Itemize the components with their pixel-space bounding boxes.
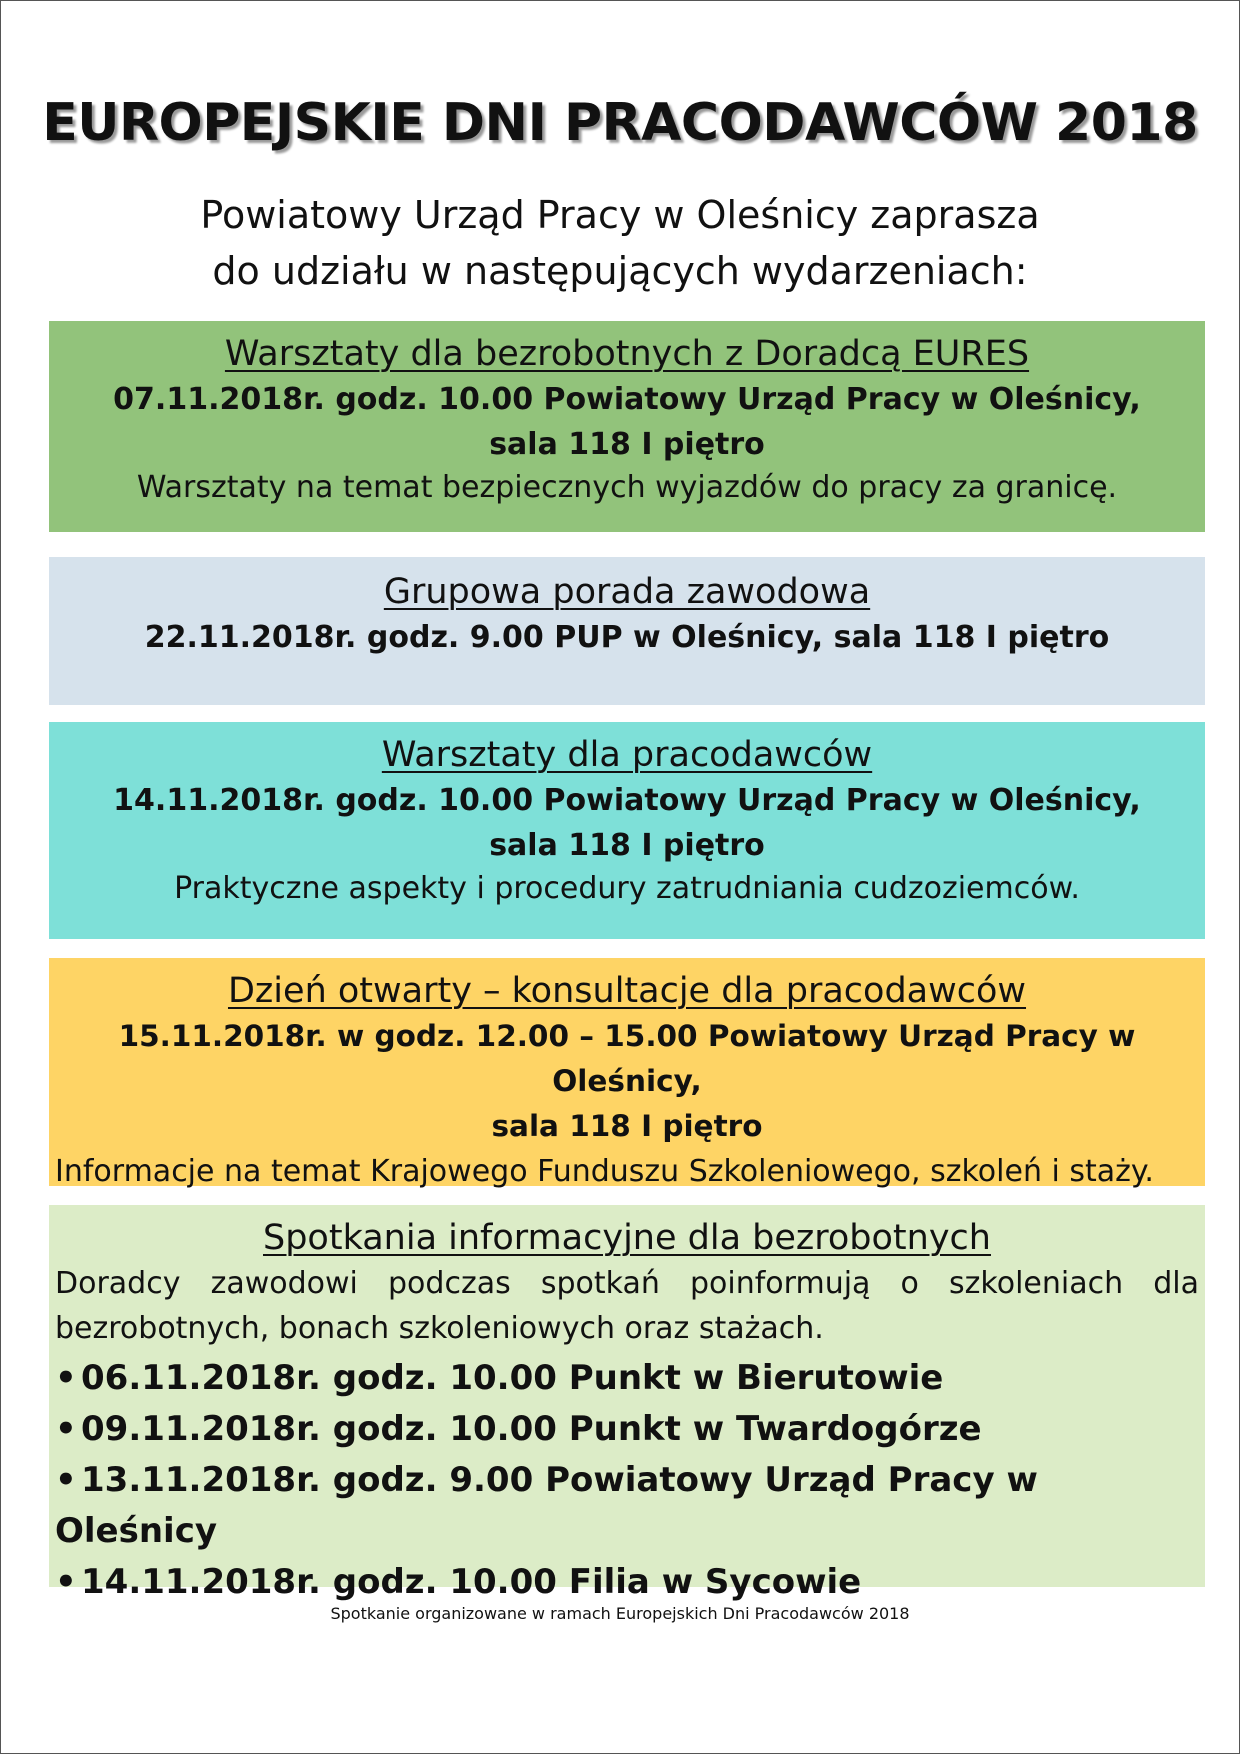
list-item	[55, 1455, 1199, 1557]
footer-note: Spotkanie organizowane w ramach Europejskich Dni Pracodawców 2018	[330, 1604, 910, 1623]
event-title: Warsztaty dla bezrobotnych z Doradcą EURES	[224, 334, 1030, 374]
poster-title: EUROPEJSKIE DNI PRACODAWCÓW 2018	[42, 93, 1198, 153]
event-room: sala 118 I piętro	[491, 1109, 763, 1143]
event-eures-workshop	[49, 321, 1205, 532]
meeting-list	[49, 1353, 1205, 1608]
meeting-item-text: 14.11.2018r. godz. 10.00 Filia w Sycowie	[81, 1562, 862, 1602]
event-date-location: 14.11.2018r. godz. 10.00 Powiatowy Urząd Pracy w Oleśnicy,	[113, 783, 1141, 818]
event-title: Grupowa porada zawodowa	[383, 572, 871, 612]
event-title: Warsztaty dla pracodawców	[381, 735, 873, 775]
event-description: Praktyczne aspekty i procedury zatrudniania cudzoziemców.	[174, 871, 1080, 906]
list-item	[55, 1557, 1199, 1608]
event-date-location: 15.11.2018r. w godz. 12.00 – 15.00 Powiatowy Urząd Pracy w Oleśnicy,	[118, 1019, 1136, 1098]
subtitle-line-2: do udziału w następujących wydarzeniach:	[212, 249, 1028, 293]
bullet-icon: •	[55, 1460, 77, 1500]
event-employer-workshop	[49, 722, 1205, 939]
event-room: sala 118 I piętro	[489, 828, 765, 863]
event-group-counseling	[49, 557, 1205, 705]
meeting-item-text: 09.11.2018r. godz. 10.00 Punkt w Twardogórze	[81, 1409, 982, 1449]
event-description: Doradcy zawodowi podczas spotkań poinformują o szkoleniach dla bezrobotnych, bonach szkoleniowych oraz stażach.	[55, 1266, 1199, 1346]
list-item	[55, 1404, 1199, 1455]
event-room: sala 118 I piętro	[489, 427, 765, 462]
event-open-day	[49, 958, 1205, 1189]
event-date-location: 07.11.2018r. godz. 10.00 Powiatowy Urząd Pracy w Oleśnicy,	[113, 382, 1141, 417]
event-date-location: 22.11.2018r. godz. 9.00 PUP w Oleśnicy, sala 118 I piętro	[144, 620, 1110, 655]
event-description: Warsztaty na temat bezpiecznych wyjazdów do pracy za granicę.	[136, 470, 1118, 505]
meeting-item-text: 13.11.2018r. godz. 9.00 Powiatowy Urząd Pracy w Oleśnicy	[55, 1460, 1038, 1551]
subtitle-line-1: Powiatowy Urząd Pracy w Oleśnicy zaprasza	[200, 193, 1040, 237]
bullet-icon: •	[55, 1358, 77, 1398]
list-item	[55, 1353, 1199, 1404]
event-title: Spotkania informacyjne dla bezrobotnych	[263, 1218, 991, 1258]
poster-subtitle	[1, 187, 1239, 299]
bullet-icon: •	[55, 1409, 77, 1449]
event-description: Informacje na temat Krajowego Funduszu Szkoleniowego, szkoleń i staży.	[55, 1154, 1154, 1189]
event-info-meetings	[49, 1205, 1205, 1602]
event-title: Dzień otwarty – konsultacje dla pracodawców	[227, 971, 1027, 1011]
meeting-item-text: 06.11.2018r. godz. 10.00 Punkt w Bierutowie	[81, 1358, 944, 1398]
bullet-icon: •	[55, 1562, 77, 1602]
